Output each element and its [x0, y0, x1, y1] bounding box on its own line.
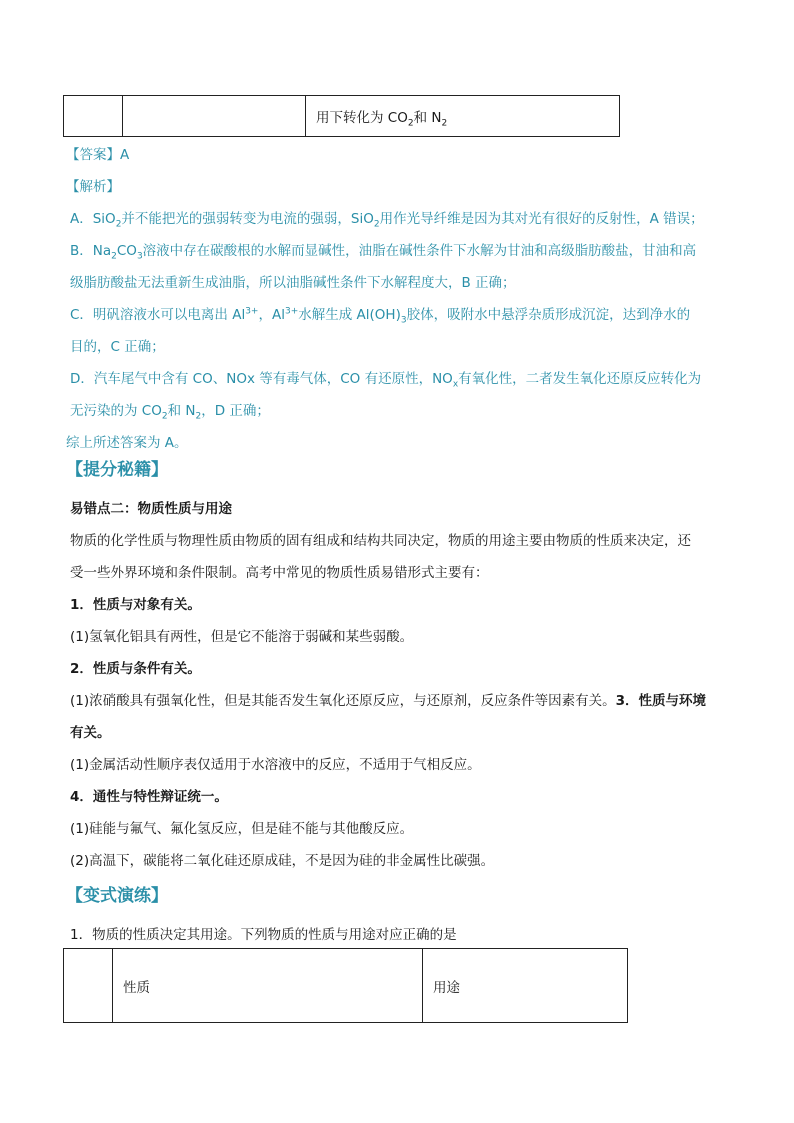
- question-1-table: [63, 948, 628, 1023]
- tips-section-4-title: 4．通性与特性辩证统一。: [70, 789, 228, 805]
- analysis-option-c-cont: 目的，C 正确；: [70, 339, 165, 355]
- tips-section-3-title-cont: 有关。: [70, 725, 111, 741]
- tips-section-4-item-1: (1)硅能与氟气、氟化氢反应，但是硅不能与其他酸反应。: [70, 821, 414, 837]
- analysis-option-d: D．汽车尾气中含有 CO、NOx 等有毒气体，CO 有还原性，$NO_x$有氧化性，二者发生氧化还原反应转化为: [70, 371, 702, 390]
- tips-intro-2: 受一些外界环境和条件限制。高考中常见的物质性质易错形式主要有：: [70, 565, 489, 581]
- analysis-option-c: C．明矾溶液水可以电离出 $Al^{3+}$，$Al^{3+}$水解生成 $Al(OH)_3$胶体，吸附水中悬浮杂质形成沉淀，达到净水的: [70, 306, 691, 326]
- tips-intro-1: 物质的化学性质与物理性质由物质的固有组成和结构共同决定，物质的用途主要由物质的性质来决定，还: [70, 533, 691, 549]
- analysis-summary: 综上所述答案为 A。: [66, 435, 188, 451]
- tips-section-1-title: 1．性质与对象有关。: [70, 597, 201, 613]
- top-table-cell-2: [123, 96, 306, 137]
- analysis-option-d-cont: 无污染的为 $CO_2$和 $N_2$，D 正确；: [70, 403, 270, 422]
- top-table-cell-1: [64, 96, 123, 137]
- answer-label: 【答案】A: [66, 147, 130, 163]
- q1-table-header-use: 用途: [423, 949, 628, 1023]
- analysis-option-b-cont: 级脂肪酸盐无法重新生成油脂，所以油脂碱性条件下水解程度大，B 正确；: [70, 275, 516, 291]
- practice-heading: 【变式演练】: [66, 886, 168, 906]
- tips-section-4-item-2: (2)高温下，碳能将二氧化硅还原成硅，不是因为硅的非金属性比碳强。: [70, 853, 495, 869]
- q1-table-index-cell: [64, 949, 113, 1023]
- top-table-cell-3: 用下转化为 $CO_2$和 $N_2$: [306, 96, 620, 137]
- tips-section-2-item: (1)浓硝酸具有强氧化性，但是其能否发生氧化还原反应，与还原剂，反应条件等因素有关。3．性质与环境: [70, 693, 707, 709]
- analysis-option-b: B．$Na_2CO_3$溶液中存在碳酸根的水解而显碱性，油脂在碱性条件下水解为甘油和高级脂肪酸盐，甘油和高: [70, 243, 697, 262]
- analysis-option-a: A．SiO$_2$并不能把光的强弱转变为电流的强弱，SiO$_2$用作光导纤维是因为其对光有很好的反射性，A 错误；: [70, 211, 704, 230]
- tips-point-title: 易错点二：物质性质与用途: [70, 501, 232, 517]
- top-table: [63, 95, 620, 137]
- question-1: 1．物质的性质决定其用途。下列物质的性质与用途对应正确的是: [70, 927, 457, 943]
- analysis-label: 【解析】: [66, 179, 120, 195]
- tips-section-1-item: (1)氢氧化铝具有两性，但是它不能溶于弱碱和某些弱酸。: [70, 629, 414, 645]
- tips-section-2-title: 2．性质与条件有关。: [70, 661, 201, 677]
- tips-section-3-item: (1)金属活动性顺序表仅适用于水溶液中的反应，不适用于气相反应。: [70, 757, 481, 773]
- q1-table-header-property: 性质: [113, 949, 423, 1023]
- tips-heading: 【提分秘籍】: [66, 460, 168, 480]
